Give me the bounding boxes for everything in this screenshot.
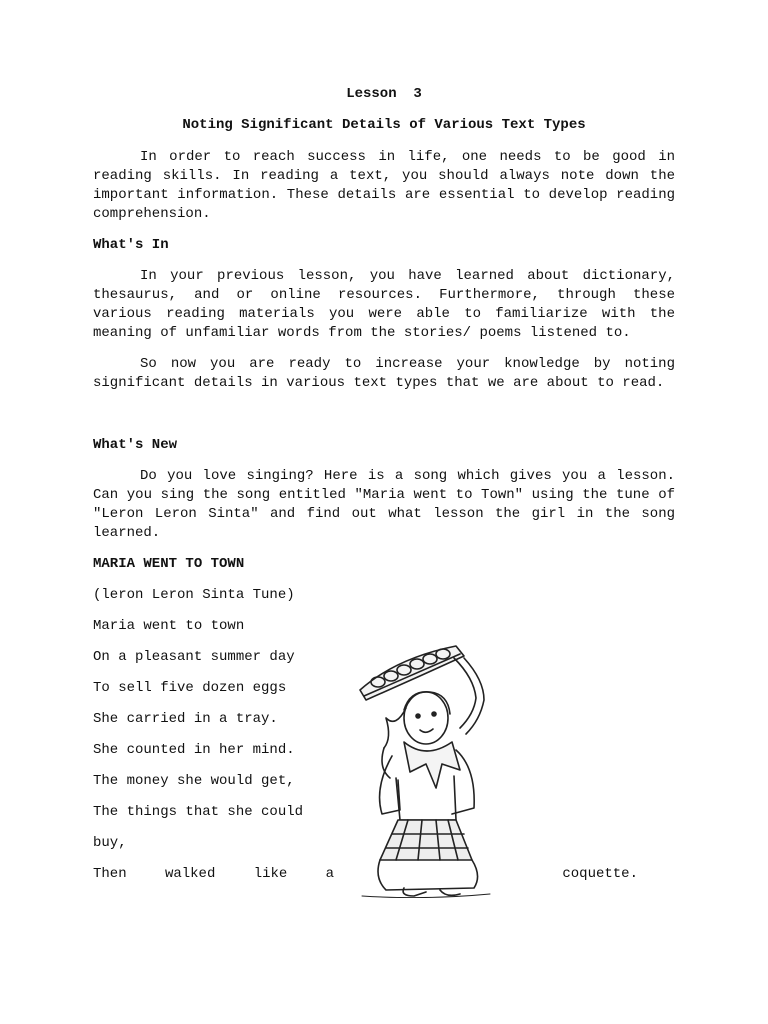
song-line: The things that she could (93, 804, 304, 820)
whats-in-heading: What's In (93, 237, 169, 253)
intro-paragraph: In order to reach success in life, one needs to be good in reading skills. In reading a text, you should always note down the important information. These details are essential to develop reading comprehension. (93, 149, 675, 222)
song-line: She counted in her mind. (93, 742, 295, 758)
lesson-title: Noting Significant Details of Various Text Types (182, 117, 586, 133)
song-line: She carried in a tray. (93, 711, 278, 727)
word: coquette. (562, 866, 638, 882)
word: like (253, 866, 288, 882)
song-line: The money she would get, (93, 773, 295, 789)
whats-new-paragraph: Do you love singing? Here is a song which gives you a lesson. Can you sing the song entitled "Maria went to Town" using the tune of "Leron Leron Sinta" and find out what lesson the girl in the song learned. (93, 468, 675, 541)
girl-carrying-egg-basket-icon (356, 638, 496, 898)
lesson-number: Lesson 3 (346, 86, 422, 102)
whats-in-paragraph-1: In your previous lesson, you have learned about dictionary, thesaurus, and or online resources. Furthermore, through these various reading materials you were able to familiarize with the meaning of unfamiliar words from the stories/ poems listened to. (93, 268, 675, 341)
song-line: On a pleasant summer day (93, 649, 295, 665)
whats-in-paragraph-2: So now you are ready to increase your knowledge by noting significant details in various text types that we are about to read. (93, 356, 675, 391)
word: Then (93, 866, 127, 882)
song-tune: (leron Leron Sinta Tune) (93, 587, 295, 603)
song-line: To sell five dozen eggs (93, 680, 287, 696)
whats-new-heading: What's New (93, 437, 178, 453)
word: a (325, 866, 335, 882)
song-line: Maria went to town (93, 618, 245, 634)
song-line: buy, (93, 835, 127, 851)
word: walked (164, 866, 216, 882)
song-title: MARIA WENT TO TOWN (93, 556, 245, 572)
